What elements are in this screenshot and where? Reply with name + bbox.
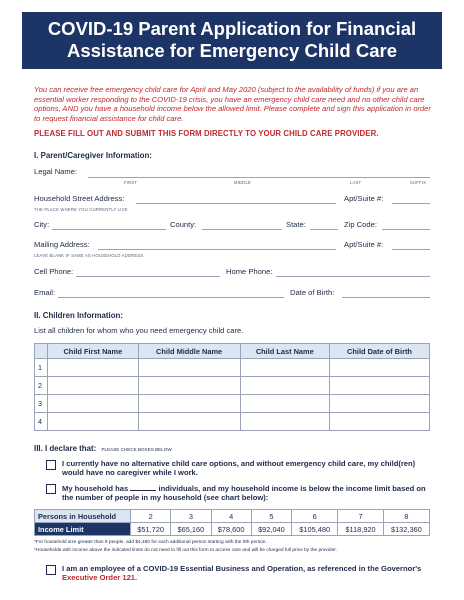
- home-field[interactable]: [276, 276, 430, 277]
- household-income-checkbox[interactable]: [46, 484, 56, 494]
- email-field[interactable]: [58, 297, 284, 298]
- income-limit-cell: $105,480: [292, 523, 338, 536]
- county-label: County:: [170, 220, 197, 229]
- section3-heading: [34, 444, 172, 453]
- dob-label: Date of Birth:: [290, 288, 335, 297]
- first-name-hint: FIRST: [124, 180, 138, 185]
- footnote-household-size: *For household size greater than 8 people, add $4,480 for each additional person starting with the 9th person.: [34, 540, 267, 545]
- apt-field[interactable]: [392, 203, 430, 204]
- persons-cell: 6: [292, 510, 338, 523]
- persons-cell: 3: [171, 510, 211, 523]
- column-header: Child Middle Name: [138, 344, 240, 359]
- persons-cell: 5: [251, 510, 291, 523]
- dob-field[interactable]: [342, 297, 430, 298]
- declaration-household-income: [62, 483, 432, 503]
- persons-row-label: Persons in Household: [35, 510, 131, 523]
- essential-employee-text: I am an employee of a COVID-19 Essential Business and Operation, as referenced in the Governor's: [62, 564, 422, 573]
- column-header: Child Last Name: [240, 344, 329, 359]
- child-last-name-cell[interactable]: [240, 395, 329, 413]
- child-dob-cell[interactable]: [329, 413, 429, 431]
- child-first-name-cell[interactable]: [48, 377, 139, 395]
- county-field[interactable]: [202, 229, 282, 230]
- household-text-start: My household has: [62, 484, 129, 493]
- children-table: [34, 343, 430, 431]
- table-row: [35, 377, 430, 395]
- children-table-header: [35, 344, 430, 359]
- household-text-end: individuals, and my household income is below the income limit based on the number of people in my household (see chart below):: [62, 484, 426, 503]
- mailing-field[interactable]: [98, 249, 336, 250]
- child-middle-name-cell[interactable]: [138, 413, 240, 431]
- last-name-hint: LAST: [350, 180, 362, 185]
- section3-title: III. I declare that:: [34, 444, 97, 453]
- persons-cell: 4: [211, 510, 251, 523]
- persons-cell: 7: [338, 510, 383, 523]
- child-dob-cell[interactable]: [329, 377, 429, 395]
- intro-text: You can receive free emergency child care for April and May 2020 (subject to the availability of funds) if you are an essential worker responding to the COVID-19 crisis, you have an emergency child care need and no other child care options, AND you have a household income below the allowed limit. Please complete and sign this application in order to request financial assistance for child care.: [34, 85, 431, 123]
- mailing-label: Mailing Address:: [34, 240, 90, 249]
- street-label: Household Street Address:: [34, 194, 125, 203]
- income-limit-table: [34, 509, 430, 536]
- persons-row: [35, 510, 430, 523]
- row-number: 1: [35, 359, 48, 377]
- persons-cell: 8: [383, 510, 429, 523]
- child-first-name-cell[interactable]: [48, 413, 139, 431]
- section1-heading: I. Parent/Caregiver Information:: [34, 151, 152, 160]
- child-first-name-cell[interactable]: [48, 395, 139, 413]
- apt2-label: Apt/Suite #:: [344, 240, 384, 249]
- child-last-name-cell[interactable]: [240, 413, 329, 431]
- apt2-field[interactable]: [392, 249, 430, 250]
- table-row: [35, 413, 430, 431]
- footnote-income-above: *Households with income above the indicated limits do not need to fill out this form to access care and will be charged full price by the provider.: [34, 548, 337, 553]
- children-instructions: List all children for whom who you need emergency child care.: [34, 326, 244, 335]
- income-limit-cell: $51,720: [131, 523, 171, 536]
- section3-note: PLEASE CHECK BOXES BELOW: [101, 447, 172, 452]
- street-field[interactable]: [136, 203, 336, 204]
- no-alternative-care-checkbox[interactable]: [46, 460, 56, 470]
- declaration-essential-employee: [62, 564, 432, 583]
- row-number: 3: [35, 395, 48, 413]
- income-limit-row: [35, 523, 430, 536]
- legal-name-field[interactable]: [88, 177, 430, 178]
- zip-label: Zip Code:: [344, 220, 377, 229]
- child-middle-name-cell[interactable]: [138, 359, 240, 377]
- cell-field[interactable]: [76, 276, 220, 277]
- row-number-header: [35, 344, 48, 359]
- section2-heading: II. Children Information:: [34, 311, 123, 320]
- child-last-name-cell[interactable]: [240, 377, 329, 395]
- city-label: City:: [34, 220, 50, 229]
- form-title-line2: Assistance for Emergency Child Care: [66, 40, 398, 61]
- row-number: 2: [35, 377, 48, 395]
- zip-field[interactable]: [382, 229, 430, 230]
- home-label: Home Phone:: [226, 267, 273, 276]
- essential-employee-checkbox[interactable]: [46, 565, 56, 575]
- income-limit-cell: $92,040: [251, 523, 291, 536]
- email-label: Email:: [34, 288, 56, 297]
- persons-cell: 2: [131, 510, 171, 523]
- household-size-field[interactable]: [130, 483, 156, 491]
- column-header: Child Date of Birth: [329, 344, 429, 359]
- form-title-line1: COVID-19 Parent Application for Financial: [47, 18, 417, 39]
- cell-label: Cell Phone:: [34, 267, 74, 276]
- table-row: [35, 359, 430, 377]
- form-title-banner: [22, 12, 442, 69]
- income-limit-cell: $65,160: [171, 523, 211, 536]
- street-hint: THE PLACE WHERE YOU CURRENTLY LIVE: [34, 207, 128, 212]
- submit-notice: PLEASE FILL OUT AND SUBMIT THIS FORM DIRECTLY TO YOUR CHILD CARE PROVIDER.: [34, 129, 379, 138]
- legal-name-label: Legal Name:: [34, 167, 78, 176]
- column-header: Child First Name: [48, 344, 139, 359]
- child-middle-name-cell[interactable]: [138, 395, 240, 413]
- child-middle-name-cell[interactable]: [138, 377, 240, 395]
- income-limit-row-label: Income Limit: [35, 523, 131, 536]
- row-number: 4: [35, 413, 48, 431]
- state-label: State:: [286, 220, 306, 229]
- declaration-no-alternative-care: I currently have no alternative child care options, and without emergency child care, my child(ren) would have no caregiver while I work.: [62, 459, 416, 478]
- apt-label: Apt/Suite #:: [344, 194, 384, 203]
- mailing-hint: LEAVE BLANK IF SAME AS HOUSEHOLD ADDRESS: [34, 253, 144, 258]
- table-row: [35, 395, 430, 413]
- child-dob-cell[interactable]: [329, 395, 429, 413]
- income-limit-cell: $118,920: [338, 523, 383, 536]
- city-field[interactable]: [52, 229, 166, 230]
- child-first-name-cell[interactable]: [48, 359, 139, 377]
- income-limit-cell: $132,360: [383, 523, 429, 536]
- child-dob-cell[interactable]: [329, 359, 429, 377]
- executive-order-link[interactable]: Executive Order 121.: [62, 573, 138, 583]
- income-limit-cell: $78,600: [211, 523, 251, 536]
- middle-name-hint: MIDDLE: [234, 180, 252, 185]
- child-last-name-cell[interactable]: [240, 359, 329, 377]
- state-field[interactable]: [310, 229, 338, 230]
- suffix-hint: SUFFIX: [410, 180, 427, 185]
